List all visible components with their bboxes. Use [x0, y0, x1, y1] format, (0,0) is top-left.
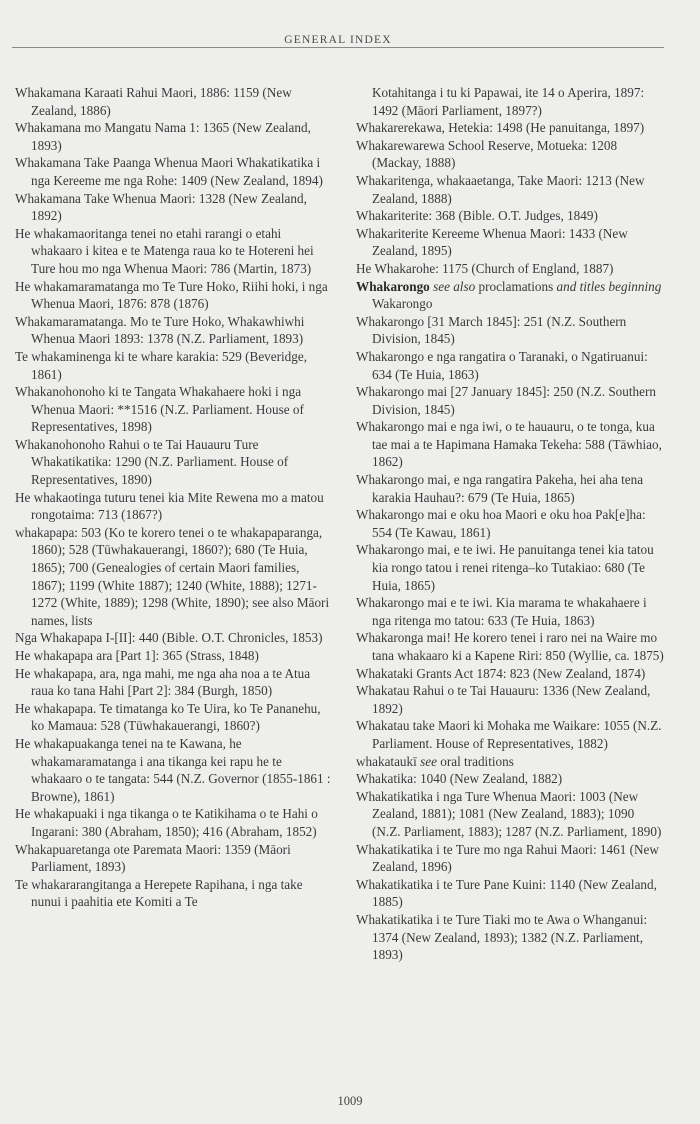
index-entry: Whakatau Rahui o te Tai Hauauru: 1336 (New Zealand, 1892): [356, 683, 651, 716]
index-entry: Whakarongo e nga rangatira o Taranaki, o Ngatiruanui: 634 (Te Huia, 1863): [356, 348, 648, 382]
index-entry: He whakapapa, ara, nga mahi, me nga aha noa a te Atua raua ko tana Hahi [Part 2]: 384 (Burgh, 1850): [15, 665, 311, 699]
index-entry: Whakatau take Maori ki Mohaka me Waikare: 1055 (N.Z. Parliament. House of Representatives, 1882): [356, 718, 662, 751]
index-entry: Whakatikatika i te Ture Pane Kuini: 1140 (New Zealand, 1885): [356, 876, 657, 910]
index-entry: Whakarerekawa, Hetekia: 1498 (He panuitanga, 1897): [356, 120, 645, 136]
page-number: 1009: [337, 1094, 363, 1108]
see-label: see: [420, 753, 437, 769]
index-entry: Whakataki Grants Act 1874: 823 (New Zealand, 1874): [356, 665, 646, 681]
index-entry: He whakapapa. Te timatanga ko Te Uira, ko Te Pananehu, ko Mamaua: 528 (Tūwhakauerangi, 1860?): [15, 700, 321, 734]
index-entry: Whakaritenga, whakaaetanga, Take Maori: 1213 (New Zealand, 1888): [356, 172, 645, 206]
index-entry: whakapapa: 503 (Ko te korero tenei o te whakapaparanga, 1860); 528 (Tūwhakauerangi, 1860?); 680 (Te Huia, 1865); 700 (Genealogies of certain Maori families, 1867); 1199 (White 1887); 1240 (White, 1888); 1271-1272 (White, 1889); 1298 (White, 1890); see also Māori names, lists: [15, 524, 330, 628]
see-target: oral traditions: [440, 753, 514, 769]
index-entry: Whakarongo [31 March 1845]: 251 (N.Z. Southern Division, 1845): [356, 313, 627, 347]
index-entry: Whakatikatika i te Ture mo nga Rahui Maori: 1461 (New Zealand, 1896): [356, 841, 659, 875]
header-title: GENERAL INDEX: [284, 34, 392, 46]
index-entry: He whakaotinga tuturu tenei kia Mite Rewena mo a matou rongotaima: 713 (1867?): [15, 489, 324, 523]
index-entry: Whakamana Karaati Rahui Maori, 1886: 1159 (New Zealand, 1886): [15, 85, 292, 118]
index-entry: Whakamaramatanga. Mo te Ture Hoko, Whakawhiwhi Whenua Maori 1893: 1378 (N.Z. Parliament, 1893): [15, 313, 305, 347]
see-also-label: see also: [433, 278, 476, 294]
index-entry: He whakamaoritanga tenei no etahi rarangi o etahi whakaaro i kitea e te Matenga raua ko te Hotereni hei Ture hou mo nga Whenua Maori: 786 (Martin, 1873): [15, 225, 314, 276]
index-entry: Whakarongo mai e te iwi. Kia marama te whakahaere i nga ritenga mo tatou: 633 (Te Huia, 1863): [356, 595, 647, 628]
index-entry: Whakanohonoho ki te Tangata Whakahaere hoki i nga Whenua Maori: **1516 (N.Z. Parliament. House of Representatives, 1898): [15, 384, 304, 435]
index-entry: Whakamana Take Whenua Maori: 1328 (New Zealand, 1892): [15, 190, 307, 224]
index-entry: Whakatikatika i te Ture Tiaki mo te Awa o Whanganui: 1374 (New Zealand, 1893); 1382 (N.Z. Parliament, 1893): [356, 911, 648, 963]
index-entry: Whakatika: 1040 (New Zealand, 1882): [356, 771, 563, 787]
see-also-target: proclamations: [478, 278, 554, 294]
right-column: [356, 84, 666, 964]
index-entry: He whakapuakanga tenei na te Kawana, he whakamaramatanga i ana tikanga kei rapu he te whakaaro o te tangata: 544 (N.Z. Governor (1855-1861 : Browne), 1861): [15, 735, 331, 804]
index-entry: Te whakararangitanga a Herepete Rapihana, i nga take nunui i paahitia ete Komiti a Te: [15, 876, 303, 910]
index-entry: Whakarongo mai e nga iwi, o te hauauru, o te tonga, kua tae mai a te Hapimana Hamaka Tekeha: 588 (Tāwhiao, 1862): [356, 419, 662, 470]
index-entry: He whakapuaki i nga tikanga o te Katikihama o te Hahi o Ingarani: 380 (Abraham, 1850); 416 (Abraham, 1852): [15, 806, 318, 839]
index-entry: Whakamana mo Mangatu Nama 1: 1365 (New Zealand, 1893): [15, 120, 311, 153]
index-entry: Whakarongo mai, e nga rangatira Pakeha, hei aha tena karakia Hauhau?: 679 (Te Huia, 1865): [356, 472, 644, 505]
index-entry: Whakariterite Kereeme Whenua Maori: 1433 (New Zealand, 1895): [356, 225, 628, 259]
index-entry: Whakariterite: 368 (Bible. O.T. Judges, 1849): [356, 208, 598, 224]
and-titles-label: and titles: [556, 278, 606, 294]
index-entry: Whakamana Take Paanga Whenua Maori Whakatikatika i nga Kereeme me nga Rohe: 1409 (New Zealand, 1894): [15, 155, 323, 188]
heading-term: Whakarongo: [356, 278, 430, 294]
index-entry-whakatauki: [356, 753, 666, 771]
index-heading-whakarongo: [356, 278, 666, 313]
index-entry: Nga Whakapapa I-[II]: 440 (Bible. O.T. Chronicles, 1853): [15, 630, 323, 646]
index-entry: Te whakaminenga ki te whare karakia: 529 (Beveridge, 1861): [15, 348, 308, 382]
index-entry: Whakanohonoho Rahui o te Tai Hauauru Ture Whakatikatika: 1290 (N.Z. Parliament. House of Representatives, 1890): [15, 436, 289, 488]
left-column: [15, 84, 335, 911]
index-entry-continuation: Kotahitanga i tu ki Papawai, ite 14 o Aperira, 1897: 1492 (Māori Parliament, 1897?): [372, 85, 645, 118]
beginning-label: beginning: [608, 278, 662, 294]
index-entry: He whakamaramatanga mo Te Ture Hoko, Riihi hoki, i nga Whenua Maori, 1876: 878 (1876): [15, 278, 328, 312]
index-entry: Whakatikatika i nga Ture Whenua Maori: 1003 (New Zealand, 1881); 1081 (New Zealand, 1883); 1090 (N.Z. Parliament, 1883); 1287 (N.Z. Parliament, 1890): [356, 788, 662, 839]
index-entry: Whakarewarewa School Reserve, Motueka: 1208 (Mackay, 1888): [356, 137, 618, 171]
index-entry: He Whakarohe: 1175 (Church of England, 1887): [356, 260, 614, 276]
index-entry: Whakarongo mai [27 January 1845]: 250 (N.Z. Southern Division, 1845): [356, 384, 656, 417]
heading-term: whakataukī: [356, 753, 417, 769]
index-entry: Whakarongo mai e oku hoa Maori e oku hoa Pak[e]ha: 554 (Te Kawau, 1861): [356, 507, 646, 540]
beginning-target: Wakarongo: [372, 296, 433, 312]
index-entry: He whakapapa ara [Part 1]: 365 (Strass, 1848): [15, 648, 259, 663]
index-entry: Whakaronga mai! He korero tenei i raro nei na Waire mo tana whakaaro ki a Kapene Riri: 850 (Wyllie, ca. 1875): [356, 630, 664, 663]
index-entry: Whakapuaretanga ote Paremata Maori: 1359 (Māori Parliament, 1893): [15, 841, 291, 875]
index-entry: Whakarongo mai, e te iwi. He panuitanga tenei kia tatou kia rongo tatou i renei ritenga–ko Tutakiao: 680 (Te Huia, 1865): [356, 542, 654, 593]
running-header: [12, 34, 664, 48]
